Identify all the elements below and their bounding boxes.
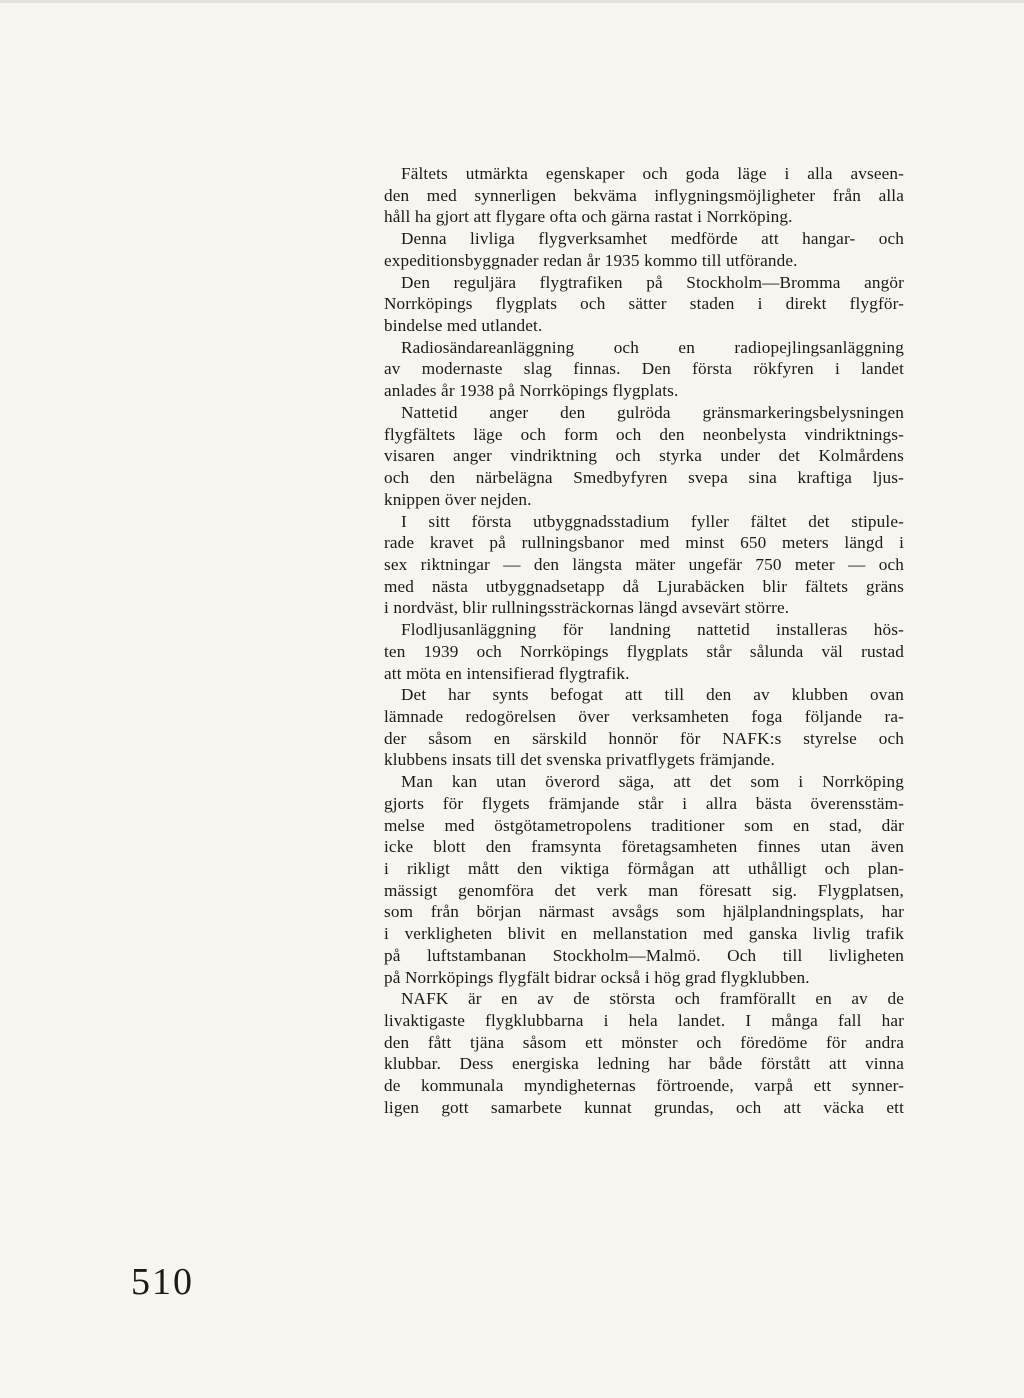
text-line: och den närbelägna Smedbyfyren svepa sina kraftiga ljus- (384, 468, 904, 488)
page-top-edge (0, 0, 1024, 3)
text-line: i verkligheten blivit en mellanstation med ganska livlig trafik (384, 924, 904, 944)
text-line: livaktigaste flygklubbarna i hela landet. I många fall har (384, 1011, 904, 1031)
text-line: expeditionsbyggnader redan år 1935 kommo till utförande. (384, 250, 798, 270)
text-line: den fått tjäna såsom ett mönster och föredöme för andra (384, 1032, 904, 1052)
text-line: Den reguljära flygtrafiken på Stockholm—Bromma angör (401, 272, 904, 292)
text-line: ten 1939 och Norrköpings flygplats står sålunda väl rustad (384, 641, 904, 661)
text-line: NAFK är en av de största och framförallt en av de (401, 989, 904, 1009)
text-line: visaren anger vindriktning och styrka under det Kolmårdens (384, 446, 904, 466)
text-line: I sitt första utbyggnadsstadium fyller fältet det stipule- (401, 511, 904, 531)
text-line: klubbar. Dess energiska ledning har både förstått att vinna (384, 1054, 904, 1074)
text-line: Radiosändareanläggning och en radiopejlingsanläggning (401, 337, 904, 357)
body-text (384, 163, 904, 1119)
text-line: Det har synts befogat att till den av klubben ovan (401, 685, 904, 705)
text-line: i rikligt mått den viktiga förmågan att uthålligt och plan- (384, 859, 904, 878)
text-line: Nattetid anger den gulröda gränsmarkeringsbelysningen (401, 402, 904, 422)
text-line: ligen gott samarbete kunnat grundas, och att väcka ett (384, 1097, 904, 1117)
text-line: som från början närmast avsågs som hjälplandningsplats, har (384, 902, 904, 922)
text-line: klubbens insats till det svenska privatflygets främjande. (384, 750, 775, 770)
text-line: Man kan utan överord säga, att det som i Norrköping (401, 772, 904, 792)
text-line: rade kravet på rullningsbanor med minst 650 meters längd i (384, 533, 904, 553)
text-line: lämnade redogörelsen över verksamheten foga följande ra- (384, 706, 904, 726)
page-number: 510 (131, 1261, 194, 1303)
text-line: Fältets utmärkta egenskaper och goda läge i alla avseen- (401, 164, 904, 183)
text-line: gjorts för flygets främjande står i allra bästa överensstäm- (384, 793, 904, 813)
text-line: med nästa utbyggnadsetapp då Ljurabäcken blir fältets gräns (384, 576, 904, 596)
text-line: de kommunala myndigheternas förtroende, varpå ett synner- (384, 1076, 904, 1096)
text-line: icke blott den framsynta företagsamheten finnes utan även (384, 837, 904, 857)
text-line: att möta en intensifierad flygtrafik. (384, 663, 630, 683)
text-line: flygfältets läge och form och den neonbelysta vindriktnings- (384, 424, 904, 444)
text-line: i nordväst, blir rullningssträckornas längd avsevärt större. (384, 598, 790, 618)
text-line: av modernaste slag finnas. Den första rökfyren i landet (384, 359, 904, 379)
text-line: der såsom en särskild honnör för NAFK:s styrelse och (384, 728, 904, 748)
text-line: mässigt genomföra det verk man föresatt sig. Flygplatsen, (384, 880, 904, 900)
text-line: knippen över nejden. (384, 489, 532, 509)
text-line: anlades år 1938 på Norrköpings flygplats. (384, 381, 679, 401)
text-line: bindelse med utlandet. (384, 316, 543, 336)
text-line: håll ha gjort att flygare ofta och gärna rastat i Norrköping. (384, 207, 793, 227)
text-line: Flodljusanläggning för landning nattetid installeras hös- (401, 620, 904, 640)
text-line: den med synnerligen bekväma inflygningsmöjligheter från alla (384, 185, 904, 205)
text-line: melse med östgötametropolens traditioner som en stad, där (384, 815, 904, 835)
text-line: på Norrköpings flygfält bidrar också i hög grad flygklubben. (384, 967, 810, 987)
text-line: Denna livliga flygverksamhet medförde att hangar- och (401, 229, 904, 249)
text-line: sex riktningar — den längsta mäter ungefär 750 meter — och (384, 554, 904, 574)
text-line: Norrköpings flygplats och sätter staden i direkt flygför- (384, 294, 904, 314)
text-line: på luftstambanan Stockholm—Malmö. Och till livligheten (384, 945, 904, 965)
